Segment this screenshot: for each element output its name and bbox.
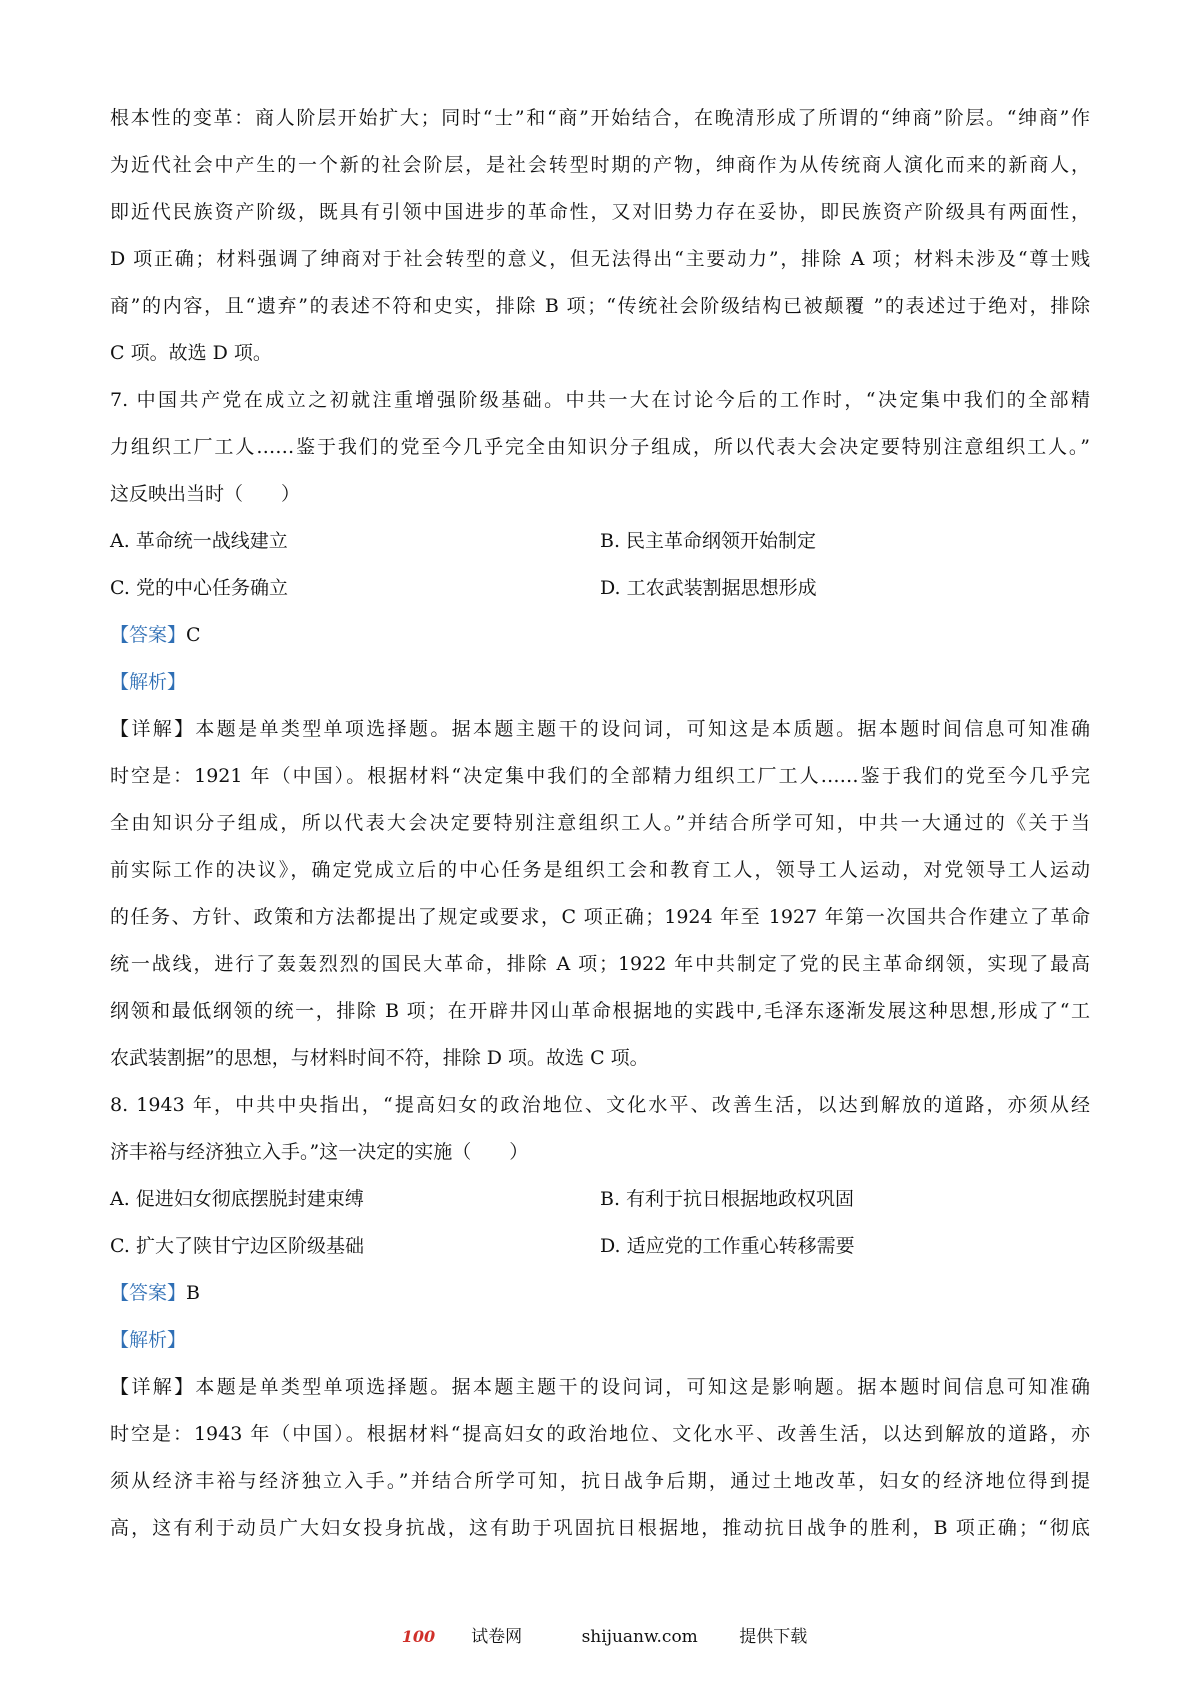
q7-stem-line: 力组织工厂工人……鉴于我们的党至今几乎完全由知识分子组成，所以代表大会决定要特别注意组织工人。” [110, 436, 1090, 458]
footer-logo[interactable] [384, 1622, 540, 1647]
answer-label: 【答案】 [110, 1282, 187, 1304]
q6-text-line: D 项正确；材料强调了绅商对于社会转型的意义，但无法得出“主要动力”，排除 A 项；材料未涉及“尊士贱 [110, 248, 1090, 270]
q6-text-line: 根本性的变革：商人阶层开始扩大；同时“士”和“商”开始结合，在晚清形成了所谓的“绅商”阶层。“绅商”作 [110, 107, 1090, 129]
q8-options-row [110, 1223, 1090, 1270]
answer-value: B [186, 1282, 200, 1304]
q7-detail-line: 统一战线，进行了轰轰烈烈的国民大革命，排除 A 项；1922 年中共制定了党的民主革命纲领，实现了最高 [110, 953, 1090, 975]
page-footer [0, 1622, 1191, 1647]
q7-detail-line: 全由知识分子组成，所以代表大会决定要特别注意组织工人。”并结合所学可知，中共一大通过的《关于当 [110, 812, 1090, 834]
q7-detail-line [110, 706, 1090, 753]
q7-detail-line: 前实际工作的决议》，确定党成立后的中心任务是组织工会和教育工人，领导工人运动，对党领导工人运动 [110, 859, 1090, 881]
q8-answer [110, 1270, 1090, 1317]
footer-note: 提供下载 [739, 1627, 808, 1647]
q6-text-line: 即近代民族资产阶级，既具有引领中国进步的革命性，又对旧势力存在妥协，即民族资产阶级具有两面性， [110, 201, 1090, 223]
q7-detail-line: 农武装割据”的思想，与材料时间不符，排除 D 项。故选 C 项。 [110, 1047, 649, 1069]
q8-option-b: B. 有利于抗日根据地政权巩固 [600, 1188, 855, 1210]
q6-text-line: 商”的内容，且“遗弃”的表述不符和史实，排除 B 项；“传统社会阶级结构已被颠覆 ”的表述过于绝对，排除 [110, 295, 1090, 317]
q6-text-line: 为近代社会中产生的一个新的社会阶层，是社会转型时期的产物，绅商作为从传统商人演化而来的新商人， [110, 154, 1090, 176]
q7-stem-line: 这反映出当时（ ） [110, 483, 301, 505]
analysis-label: 【解析】 [110, 1329, 187, 1351]
q7-detail-line: 纲领和最低纲领的统一，排除 B 项；在开辟井冈山革命根据地的实践中,毛泽东逐渐发展这种思想,形成了“工 [110, 1000, 1090, 1022]
q7-answer [110, 612, 1090, 659]
q8-option-c: C. 扩大了陕甘宁边区阶级基础 [110, 1235, 364, 1257]
q8-option-d: D. 适应党的工作重心转移需要 [600, 1235, 855, 1257]
q8-option-a: A. 促进妇女彻底摆脱封建束缚 [110, 1188, 364, 1210]
answer-value: C [186, 624, 201, 646]
q8-stem-line: 济丰裕与经济独立入手。”这一决定的实施（ ） [110, 1141, 529, 1163]
q8-detail-line: 须从经济丰裕与经济独立入手。”并结合所学可知，抗日战争后期，通过土地改革，妇女的经济地位得到提 [110, 1470, 1090, 1492]
q6-text-line: C 项。故选 D 项。 [110, 342, 272, 364]
logo-text: 试卷网 [471, 1627, 523, 1647]
logo-number: 100 [401, 1627, 436, 1646]
q8-detail-line [110, 1364, 1090, 1411]
q7-option-c: C. 党的中心任务确立 [110, 577, 288, 599]
detail-text: 本题是单类型单项选择题。据本题主题干的设问词，可知这是影响题。据本题时间信息可知准确 [195, 1376, 1090, 1398]
document-body [110, 95, 1090, 1552]
q7-option-a: A. 革命统一战线建立 [110, 530, 288, 552]
detail-label: 【详解】 [110, 718, 196, 740]
analysis-label: 【解析】 [110, 671, 187, 693]
q7-option-d: D. 工农武装割据思想形成 [600, 577, 817, 599]
q8-options-row [110, 1176, 1090, 1223]
footer-site-link[interactable]: shijuanw.com [581, 1627, 698, 1647]
q8-stem-line: 8. 1943 年，中共中央指出，“提高妇女的政治地位、文化水平、改善生活，以达到解放的道路，亦须从经 [110, 1094, 1090, 1116]
q7-stem-line: 7. 中国共产党在成立之初就注重增强阶级基础。中共一大在讨论今后的工作时，“决定集中我们的全部精 [110, 389, 1090, 411]
q8-detail-line: 时空是：1943 年（中国）。根据材料“提高妇女的政治地位、文化水平、改善生活，以达到解放的道路，亦 [110, 1423, 1090, 1445]
q8-detail-line: 高，这有利于动员广大妇女投身抗战，这有助于巩固抗日根据地，推动抗日战争的胜利，B 项正确；“彻底 [110, 1517, 1090, 1539]
detail-text: 本题是单类型单项选择题。据本题主题干的设问词，可知这是本质题。据本题时间信息可知准确 [195, 718, 1090, 740]
q7-detail-line: 时空是：1921 年（中国）。根据材料“决定集中我们的全部精力组织工厂工人……鉴于我们的党至今几乎完 [110, 765, 1090, 787]
q7-detail-line: 的任务、方针、政策和方法都提出了规定或要求，C 项正确；1924 年至 1927 年第一次国共合作建立了革命 [110, 906, 1090, 928]
answer-label: 【答案】 [110, 624, 187, 646]
q7-options-row [110, 518, 1090, 565]
detail-label: 【详解】 [110, 1376, 196, 1398]
q7-options-row [110, 565, 1090, 612]
q7-option-b: B. 民主革命纲领开始制定 [600, 530, 817, 552]
